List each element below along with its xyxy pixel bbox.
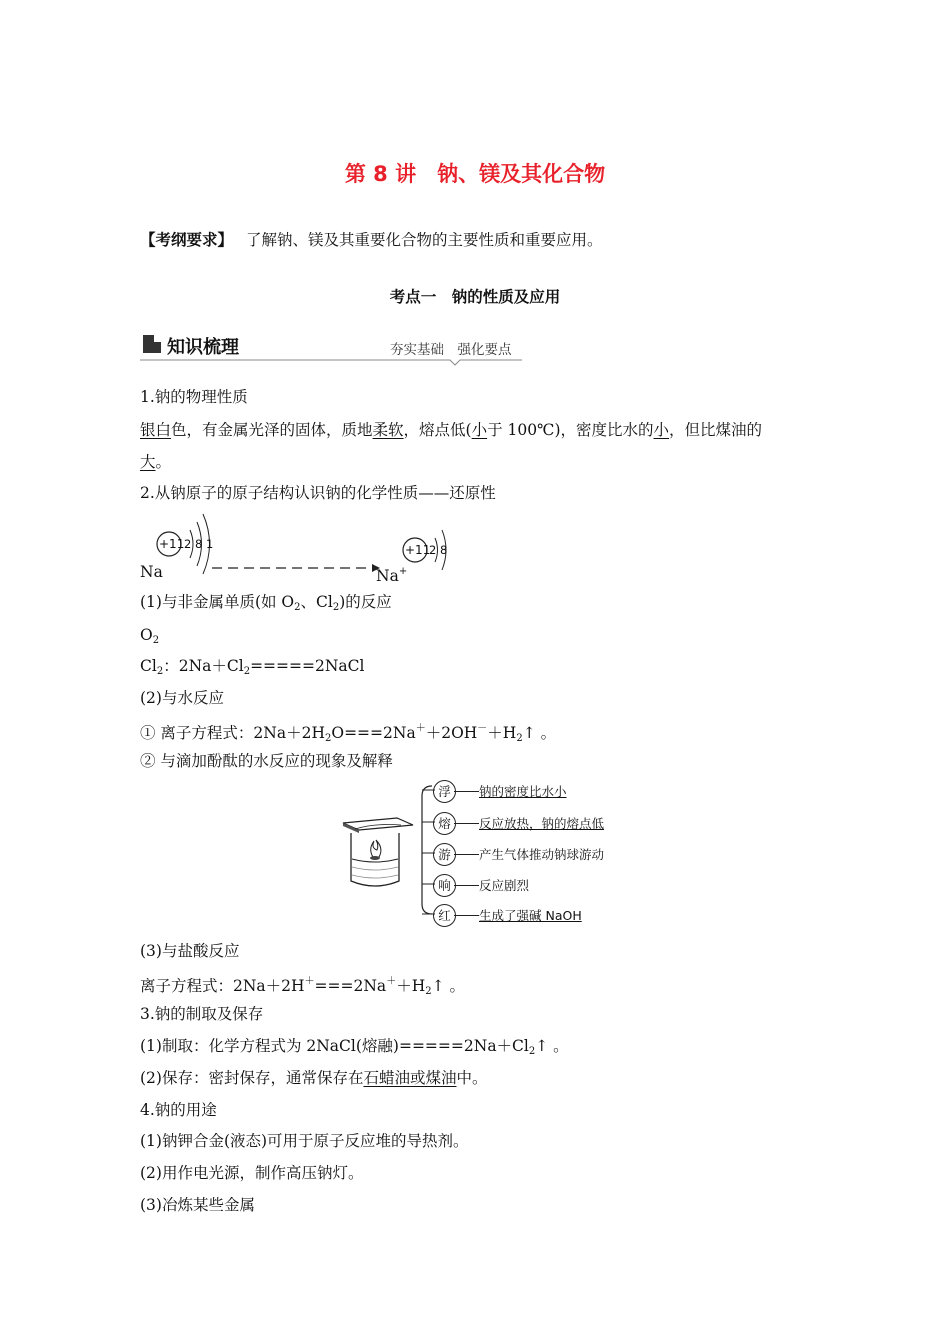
syllabus-line (140, 230, 602, 250)
na-nucleus-label: +11 (159, 537, 185, 551)
answer-bigger: 大 (140, 453, 156, 471)
sound-explanation: 反应剧烈 (479, 878, 530, 893)
sound-connector (454, 885, 479, 886)
eq2-sub: 2 (425, 986, 432, 997)
answer-smaller: 小 (653, 421, 670, 439)
eq2-sup1: ＋ (304, 976, 315, 987)
float-connector (454, 791, 479, 792)
s3-heading: 3.钠的制取及保存 (140, 1005, 264, 1023)
section-title: 考点一 钠的性质及应用 (389, 288, 561, 306)
o2-text: O (140, 626, 153, 644)
s3-l1 (140, 1036, 569, 1062)
cl2-line (140, 656, 364, 682)
s2-p1-c: )的反应 (339, 593, 392, 611)
eq1-sup2: － (477, 723, 488, 734)
eq1-a: ① 离子方程式：2Na＋2H (140, 724, 325, 742)
o2-line (140, 625, 159, 651)
eq1-c: ＋2OH (425, 724, 478, 742)
knowledge-title: 知识梳理 (167, 337, 239, 358)
melt-connector (454, 823, 479, 824)
s1-text-b: ，熔点低( (403, 421, 472, 439)
na-symbol: Na (140, 563, 163, 581)
swim-connector (454, 854, 479, 855)
swim-char-badge: 游 (433, 843, 456, 866)
s1-line1 (140, 420, 762, 440)
s3-l2 (140, 1068, 488, 1088)
s4-l3: (3)冶炼某些金属 (140, 1196, 255, 1214)
s1-line2 (140, 452, 171, 472)
s2-p1-b: 、Cl (300, 593, 333, 611)
s3-l2-a: (2)保存：密封保存，通常保存在 (140, 1069, 364, 1087)
knowledge-divider (140, 356, 525, 368)
answer-storage: 石蜡油或煤油 (363, 1069, 457, 1087)
eq1-e: ↑ 。 (522, 724, 557, 742)
s3-l1-sub: 2 (528, 1046, 536, 1057)
s3-l1-a: (1)制取：化学方程式为 2NaCl(熔融)=====2Na＋Cl (140, 1037, 529, 1055)
ion-nucleus-label: +11 (405, 543, 431, 557)
s1-text-d: ，但比煤油的 (669, 421, 763, 439)
melt-char-badge: 熔 (433, 812, 456, 835)
s2-p1-sub1: 2 (294, 602, 301, 613)
s4-l1: (1)钠钾合金(液态)可用于原子反应堆的导热剂。 (140, 1132, 469, 1150)
na-shell-numbers: 2 8 1 (184, 537, 214, 551)
s2-heading: 2.从钠原子的原子结构认识钠的化学性质——还原性 (140, 484, 496, 502)
eq2-d: ↑ 。 (431, 977, 466, 995)
s3-l2-b: 中。 (456, 1069, 488, 1087)
syllabus-text: 了解钠、镁及其重要化合物的主要性质和重要应用。 (245, 231, 603, 249)
answer-lower: 小 (471, 421, 488, 439)
float-explanation: 钠的密度比水小 (479, 784, 567, 799)
phenomena-list (433, 780, 633, 930)
syllabus-tag: 【考纲要求】 (140, 231, 234, 249)
beaker-experiment-icon (335, 815, 420, 893)
cl2-c: =====2NaCl (250, 657, 365, 675)
swim-explanation: 产生气体推动钠球游动 (479, 847, 605, 862)
cl2-b: ：2Na＋Cl (163, 657, 244, 675)
o2-sub: 2 (152, 635, 160, 646)
s1-text-a: 色，有金属光泽的固体，质地 (171, 421, 373, 439)
s1-text-e: 。 (155, 453, 172, 471)
melt-explanation: 反应放热，钠的熔点低 (479, 816, 605, 831)
s4-l2: (2)用作电光源，制作高压钠灯。 (140, 1164, 364, 1182)
s3-l1-b: ↑ 。 (535, 1037, 569, 1055)
red-explanation: 生成了强碱 NaOH (479, 908, 582, 923)
s2-eq2 (140, 972, 465, 1002)
ion-symbol-text: Na (376, 567, 399, 585)
eq1-b: O===2Na (331, 724, 416, 742)
answer-silver: 银白 (140, 421, 172, 439)
s2-p3: ② 与滴加酚酞的水反应的现象及解释 (140, 752, 393, 770)
knowledge-square-icon (143, 335, 161, 353)
eq2-b: ===2Na (314, 977, 387, 995)
red-char-badge: 红 (433, 904, 456, 927)
eq1-sub2: 2 (516, 733, 523, 744)
s2-eq1 (140, 719, 556, 749)
knowledge-subtitle: 夯实基础 强化要点 (390, 342, 512, 358)
cl2-sub2: 2 (243, 666, 251, 677)
s2-p1 (140, 592, 392, 618)
eq1-sub1: 2 (324, 733, 332, 744)
cl2-a: Cl (140, 657, 157, 675)
eq2-a: 离子方程式：2Na＋2H (140, 977, 305, 995)
eq2-c: ＋H (396, 977, 426, 995)
s2-p2: (2)与水反应 (140, 689, 224, 707)
red-connector (454, 915, 479, 916)
answer-soft: 柔软 (372, 421, 404, 439)
s1-heading: 1.钠的物理性质 (140, 388, 248, 406)
s4-heading: 4.钠的用途 (140, 1101, 217, 1119)
float-char-badge: 浮 (433, 780, 456, 803)
s2-p1-a: (1)与非金属单质(如 O (140, 593, 295, 611)
eq1-sup1: ＋ (415, 723, 426, 734)
eq1-d: ＋H (487, 724, 517, 742)
sound-char-badge: 响 (433, 874, 456, 897)
cl2-sub1: 2 (156, 666, 164, 677)
ion-symbol (376, 562, 407, 586)
ion-charge: + (398, 566, 408, 577)
ion-shell-numbers: 2 8 (429, 543, 448, 557)
page-title: 第 8 讲 钠、镁及其化合物 (344, 162, 606, 186)
s2-p4: (3)与盐酸反应 (140, 942, 240, 960)
s2-p1-sub2: 2 (332, 602, 340, 613)
eq2-sup2: ＋ (386, 976, 397, 987)
s1-text-c: 于 100℃)，密度比水的 (487, 421, 654, 439)
